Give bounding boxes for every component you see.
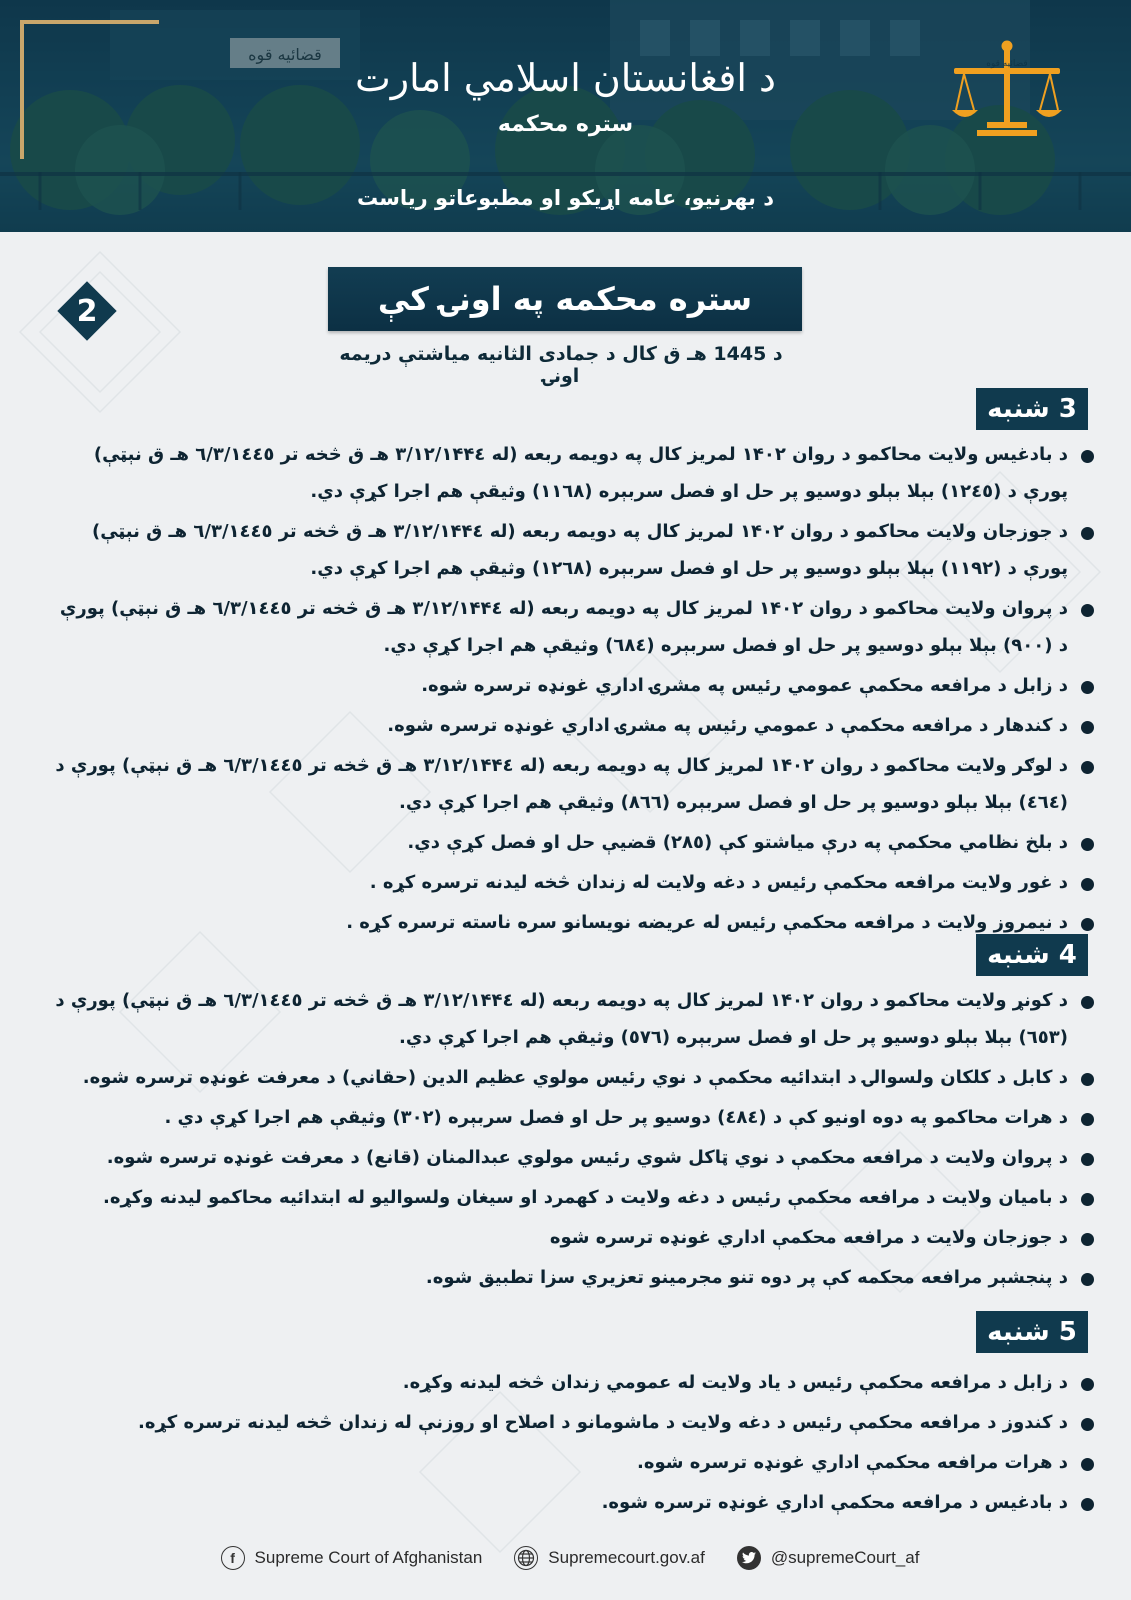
twitter-link[interactable]: @supremeCourt_af xyxy=(770,1548,920,1567)
report-date-line: د 1445 هـ ق کال د جمادی الثانيه مياشتې دريمه اونۍ xyxy=(339,343,783,387)
facebook-icon: f xyxy=(221,1546,245,1570)
list-item: د بادغيس د مرافعه محکمې اداري غونډه ترسره شوه. xyxy=(48,1484,1098,1521)
list-item: د هرات مرافعه محکمې اداري غونډه ترسره شوه. xyxy=(48,1444,1098,1481)
facebook-link[interactable]: Supreme Court of Afghanistan xyxy=(254,1548,483,1567)
list-item: د کونړ ولايت محاکمو د روان ۱۴۰۲ لمريز کال په دويمه ربعه (له ۳/۱۲/۱۴۴٤ هـ ق څخه تر ٦/۳/۱٤٤٥ هـ ق نېټې) پورې د (٦٥۳) بېلا بېلو دوسيو پر حل او فصل سربېره (٥۷٦) وثيقې هم اجرا کړې دي. xyxy=(48,982,1098,1056)
footer-social-links xyxy=(190,1543,950,1573)
scales-of-justice-icon xyxy=(952,38,1062,138)
list-item: د زابل د مرافعه محکمې عمومي رئيس په مشرۍ اداري غونډه ترسره شوه. xyxy=(48,667,1098,704)
list-item: د جوزجان ولايت محاکمو د روان ۱۴۰۲ لمريز کال په دويمه ربعه (له ۳/۱۲/۱۴۴٤ هـ ق څخه تر ٦/۳/۱٤٤٥ هـ ق نېټې) پورې د (۱۱۹۲) بېلا بېلو دوسيو پر حل او فصل سربېره (۱۲٦۸) وثيقې هم اجرا کړې دي. xyxy=(48,513,1098,587)
list-item: د پروان ولايت د مرافعه محکمې د نوي ټاکل شوي رئيس مولوي عبدالمنان (قانع) د معرفت غونډه ترسره شوه. xyxy=(48,1139,1098,1176)
thursday-news-list xyxy=(48,1364,1098,1524)
list-item: د بلخ نظامي محکمې په درې مياشتو کې (۲۸٥) قضيې حل او فصل کړې دي. xyxy=(48,824,1098,861)
list-item: د باميان ولايت د مرافعه محکمې رئيس د دغه ولايت د کهمرد او سيغان ولسواليو له ابتدائيه محاکمو ليدنه وکړه. xyxy=(48,1179,1098,1216)
twitter-icon xyxy=(737,1546,761,1570)
list-item: د جوزجان ولايت د مرافعه محکمې اداري غونډه ترسره شوه xyxy=(48,1219,1098,1256)
tuesday-news-list xyxy=(48,436,1098,944)
issue-number: 2 xyxy=(76,293,98,329)
day-badge-tuesday: 3 شنبه xyxy=(976,388,1088,430)
list-item: د زابل د مرافعه محکمې رئيس د ياد ولايت له عمومي زندان څخه ليدنه وکړه. xyxy=(48,1364,1098,1401)
list-item: د کابل د کلکان ولسوالۍ د ابتدائيه محکمې د نوي رئيس مولوي عظيم الدين (حقاني) د معرفت غونډه ترسره شوه. xyxy=(48,1059,1098,1096)
scales-sign: قضائيه قوه xyxy=(986,59,1028,69)
list-item: د غور ولايت مرافعه محکمې رئيس د دغه ولايت له زندان څخه ليدنه ترسره کړه . xyxy=(48,864,1098,901)
list-item: د پروان ولايت محاکمو د روان ۱۴۰۲ لمريز کال په دويمه ربعه (له ۳/۱۲/۱۴۴٤ هـ ق څخه تر ٦/۳/۱٤٤٥ هـ ق نېټې) پورې د (۹۰۰) بېلا بېلو دوسيو پر حل او فصل سربېره (٦۸٤) وثيقې هم اجرا کړې دي. xyxy=(48,590,1098,664)
list-item: د کندوز د مرافعه محکمې رئيس د دغه ولايت د ماشومانو د اصلاح او روزنې له زندان څخه ليدنه ترسره کړه. xyxy=(48,1404,1098,1441)
day-badge-wednesday: 4 شنبه xyxy=(976,934,1088,976)
globe-icon xyxy=(514,1546,538,1570)
website-link[interactable]: Supremecourt.gov.af xyxy=(548,1548,705,1567)
wednesday-news-list xyxy=(48,982,1098,1299)
department-name: د بهرنيو، عامه اړيکو او مطبوعاتو رياست xyxy=(356,186,775,210)
list-item: د پنجشېر مرافعه محکمه کې پر دوه تنو مجرمينو تعزيري سزا تطبيق شوه. xyxy=(48,1259,1098,1296)
day-badge-thursday: 5 شنبه xyxy=(976,1311,1088,1353)
weekly-report-banner: ستره محکمه په اونۍ کې xyxy=(328,267,802,331)
list-item: د هرات محاکمو په دوه اونيو کې د (٤۸٤) دوسيو پر حل او فصل سربېره (۳۰۲) وثيقې هم اجرا کړې دي . xyxy=(48,1099,1098,1136)
header xyxy=(0,0,1131,232)
court-subtitle: ستره محکمه xyxy=(497,112,634,137)
emirate-title: د افغانستان اسلامي امارت xyxy=(355,56,776,100)
list-item: د کندهار د مرافعه محکمې د عمومي رئيس په مشرۍ اداري غونډه ترسره شوه. xyxy=(48,707,1098,744)
list-item: د بادغيس ولايت محاکمو د روان ۱۴۰۲ لمريز کال په دويمه ربعه (له ۳/۱۲/۱۴۴٤ هـ ق څخه تر ٦/۳/۱٤٤٥ هـ ق نېټې) پورې د (۱۲٤٥) بېلا بېلو دوسيو پر حل او فصل سربېره (۱۱٦۸) وثيقې هم اجرا کړې دي. xyxy=(48,436,1098,510)
list-item: د نيمروز ولايت د مرافعه محکمې رئيس له عريضه نويسانو سره ناسته ترسره کړه . xyxy=(48,904,1098,941)
list-item: د لوګر ولايت محاکمو د روان ۱۴۰۲ لمريز کال په دويمه ربعه (له ۳/۱۲/۱۴۴٤ هـ ق څخه تر ٦/۳/۱٤٤٥ هـ ق نېټې) پورې د (٤٦٤) بېلا بېلو دوسيو پر حل او فصل سربېره (۸٦٦) وثيقې هم اجرا کړې دي. xyxy=(48,747,1098,821)
